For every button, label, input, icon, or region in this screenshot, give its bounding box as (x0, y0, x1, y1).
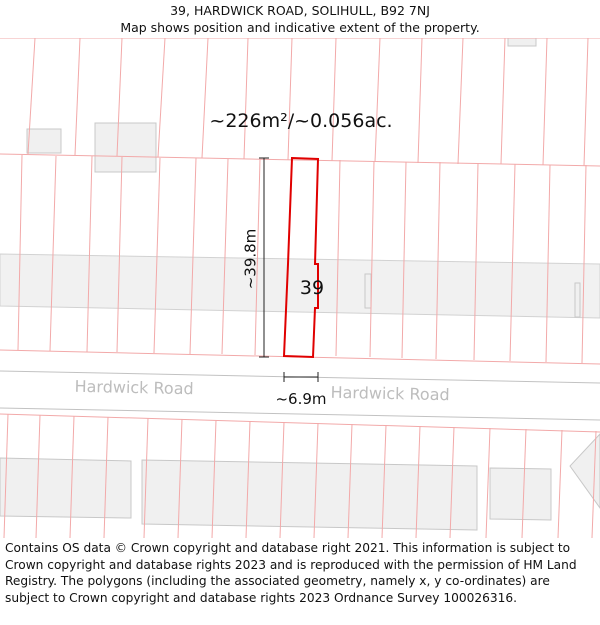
building-upper-3 (508, 38, 536, 46)
building-upper-1 (27, 129, 61, 153)
road-edge-bottom (0, 408, 600, 420)
height-label: ~39.8m (241, 228, 260, 290)
building-upper-2 (95, 123, 156, 172)
building-lower-1 (0, 458, 131, 518)
road-label-left: Hardwick Road (74, 376, 194, 399)
height-dimension (259, 158, 269, 357)
extension-2 (575, 283, 580, 317)
property-map[interactable] (0, 38, 600, 538)
property-number-label: 39 (299, 277, 325, 299)
map-canvas[interactable] (0, 38, 600, 538)
road-label-right: Hardwick Road (330, 382, 450, 405)
map-header (0, 0, 600, 40)
attribution-text: Contains OS data © Crown copyright and database right 2021. This information is subject to Crown copyright and database rights 2023 and is reproduced with the permission of HM Land Registry. The polygons (including the associated geometry, namely x, y co-ordinates) are subject to Crown copyright and database rights 2023 Ordnance Survey 100026316. (5, 541, 577, 605)
width-label: ~6.9m (275, 390, 327, 408)
map-subtitle: Map shows position and indicative extent of the property. (120, 20, 480, 35)
area-label: ~226m²/~0.056ac. (209, 110, 393, 132)
property-address: 39, HARDWICK ROAD, SOLIHULL, B92 7NJ (170, 3, 430, 18)
width-dimension (284, 372, 318, 382)
building-lower-2 (142, 460, 477, 530)
extension-1 (365, 274, 371, 308)
building-lower-3 (490, 468, 551, 520)
property-boundary[interactable] (284, 158, 318, 357)
